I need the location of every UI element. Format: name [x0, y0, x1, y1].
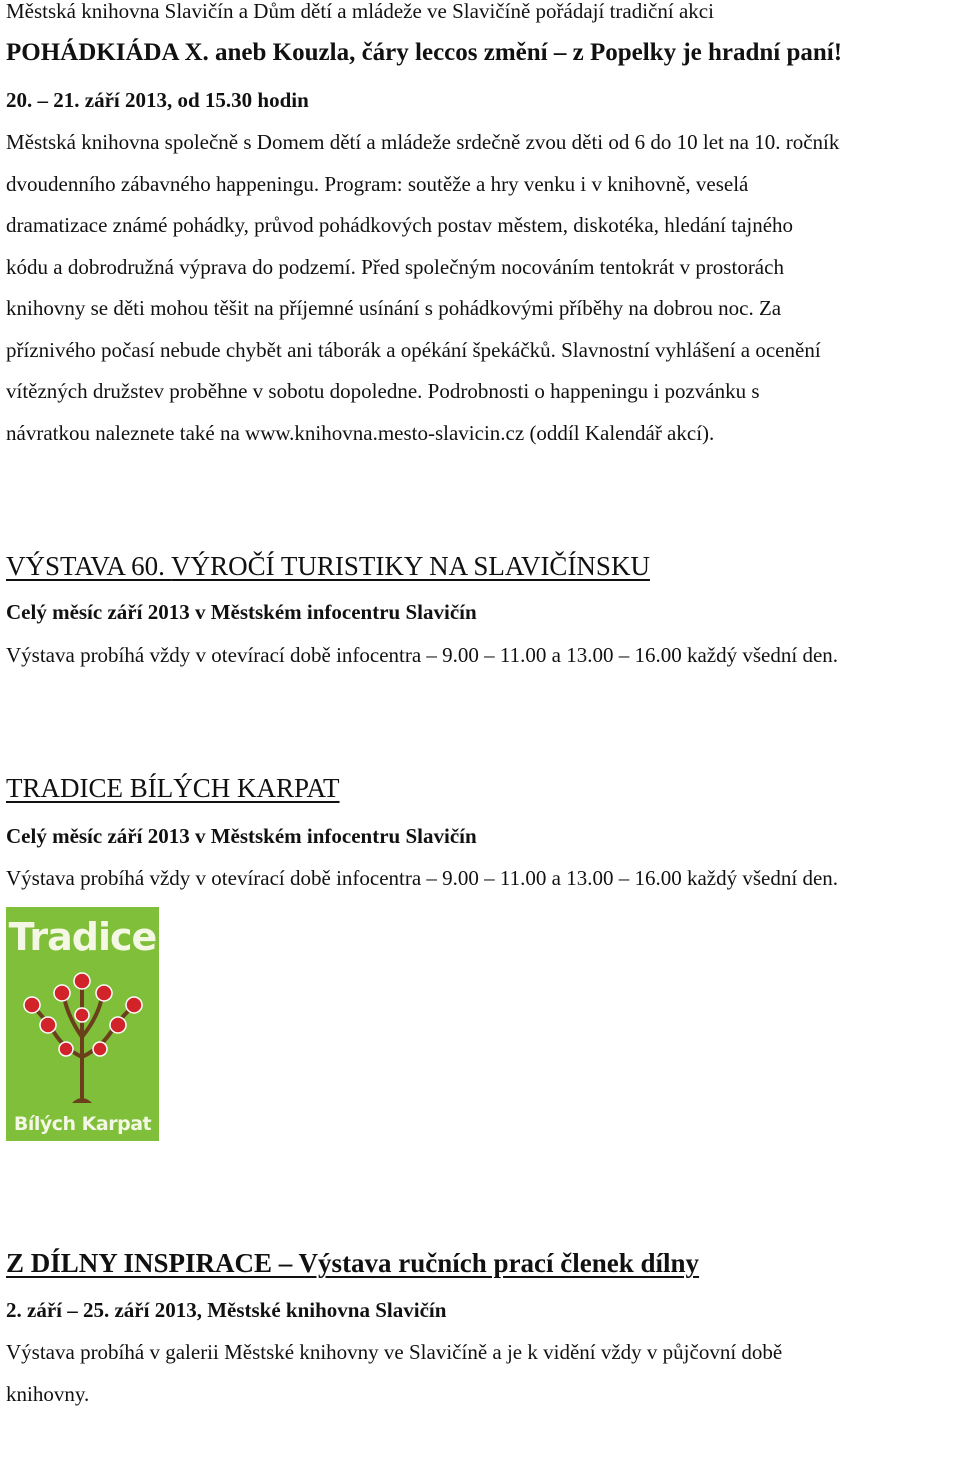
event1-description	[6, 122, 839, 454]
event4-description	[6, 1332, 782, 1415]
event1-line-6: příznivého počasí nebude chybět ani táborák a opékání špekáčků. Slavnostní vyhlášení a ocenění	[6, 337, 821, 362]
event4-title: Z DÍLNY INSPIRACE – Výstava ručních prací členek dílny	[6, 1248, 700, 1278]
event4-subtitle: 2. září – 25. září 2013, Městské knihovna Slavičín	[6, 1298, 447, 1322]
event3-title: TRADICE BÍLÝCH KARPAT	[6, 773, 340, 803]
poster-title: Tradice	[8, 915, 157, 959]
event1-title: POHÁDKIÁDA X. aneb Kouzla, čáry leccos změní – z Popelky je hradní paní!	[6, 39, 843, 66]
event1-line-5: knihovny se děti mohou těšit na příjemné usínání s pohádkovými příběhy na dobrou noc. Za	[6, 296, 782, 320]
event2-title	[6, 551, 650, 582]
event2-subtitle: Celý měsíc září 2013 v Městském infocentru Slavičín	[6, 600, 477, 624]
tradice-poster-image	[6, 907, 159, 1141]
event1-line-3: dramatizace známé pohádky, průvod pohádkových postav městem, diskotéka, hledání tajného	[6, 213, 794, 237]
event2-title-part2: VÝROČÍ TURISTIKY NA SLAVIČÍNSKU	[171, 551, 650, 581]
event2-text: Výstava probíhá vždy v otevírací době infocentra – 9.00 – 11.00 a 13.00 – 16.00 každý všední den.	[6, 643, 839, 667]
event4-line-1: Výstava probíhá v galerii Městské knihovny ve Slavičíně a je k vidění vždy v půjčovní době	[6, 1340, 783, 1364]
poster-subtitle: Bílých Karpat	[13, 1113, 152, 1135]
event1-line-7: vítězných družstev proběhne v sobotu dopoledne. Podrobnosti o happeningu i pozvánku s	[6, 379, 760, 403]
event3-subtitle: Celý měsíc září 2013 v Městském infocentru Slavičín	[6, 824, 477, 848]
event1-date: 20. – 21. září 2013, od 15.30 hodin	[6, 88, 309, 112]
tree-illustration-icon	[6, 907, 159, 1141]
event1-line-1: Městská knihovna společně s Domem dětí a mládeže srdečně zvou děti od 6 do 10 let na 10. ročník	[6, 130, 840, 154]
event1-line-2: dvoudenního zábavného happeningu. Program: soutěže a hry venku i v knihovně, veselá	[6, 171, 749, 196]
event2-title-part1: VÝSTAVA 60.	[6, 551, 172, 581]
event4-line-2: knihovny.	[6, 1381, 90, 1406]
intro-line: Městská knihovna Slavičín a Dům dětí a mládeže ve Slavičíně pořádají tradiční akci	[6, 0, 714, 23]
event1-line-8: návratkou naleznete také na www.knihovna.mesto-slavicin.cz (oddíl Kalendář akcí).	[6, 420, 715, 445]
event3-text: Výstava probíhá vždy v otevírací době infocentra – 9.00 – 11.00 a 13.00 – 16.00 každý všední den.	[6, 866, 839, 890]
event1-line-4: kódu a dobrodružná výprava do podzemí. Před společným nocováním tentokrát v prostorách	[6, 254, 784, 279]
